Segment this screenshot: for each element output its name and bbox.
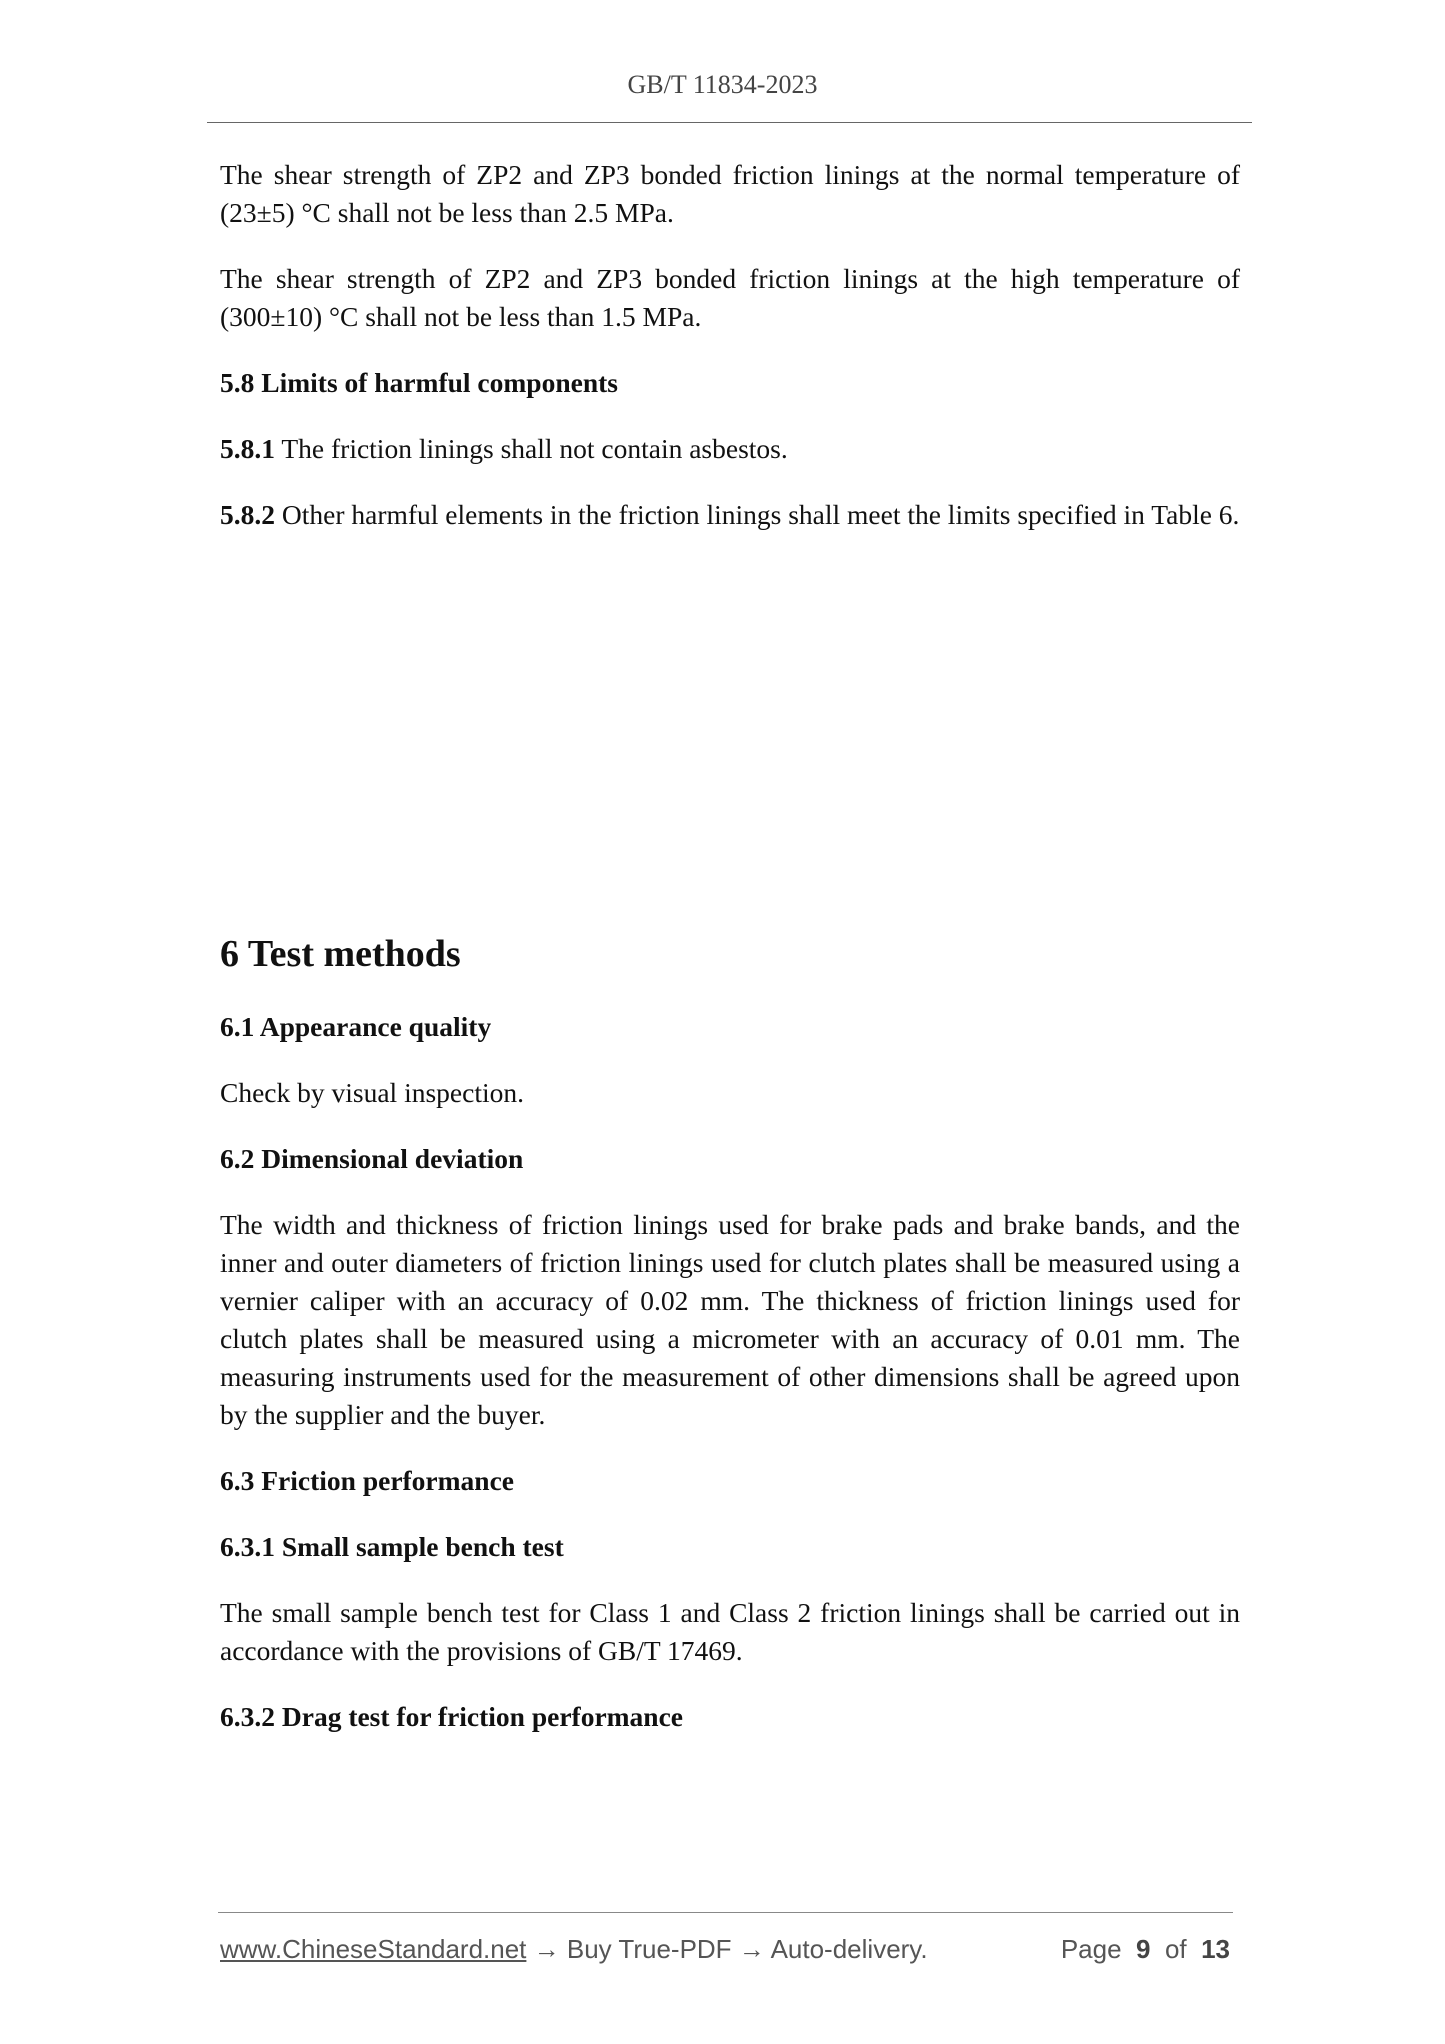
footer-website-link[interactable]: www.ChineseStandard.net — [220, 1934, 527, 1964]
blank-space — [220, 562, 1240, 930]
paragraph-6-3-1: The small sample bench test for Class 1 and Class 2 friction linings shall be carried out in accordance with the provisions of GB/T 17469. — [220, 1597, 1240, 1666]
header-rule — [207, 122, 1252, 123]
footer-rule — [218, 1912, 1233, 1913]
heading-6-2: 6.2 Dimensional deviation — [220, 1143, 524, 1174]
heading-6-3-1: 6.3.1 Small sample bench test — [220, 1531, 564, 1562]
clause-text: Other harmful elements in the friction linings shall meet the limits specified in Table 6. — [275, 499, 1240, 530]
heading-6-3: 6.3 Friction performance — [220, 1465, 515, 1496]
clause-number: 5.8.1 — [220, 433, 275, 464]
clause-5-8-1 — [220, 430, 1240, 468]
footer-tagline: → Buy True-PDF → Auto-delivery. — [526, 1934, 928, 1964]
clause-5-8-2 — [220, 496, 1240, 534]
paragraph-shear-high-temp: The shear strength of ZP2 and ZP3 bonded friction linings at the high temperature of (300±10) °C shall not be less than 1.5 MPa. — [220, 263, 1240, 332]
page-of-label: of — [1164, 1934, 1187, 1964]
page-total: 13 — [1201, 1934, 1230, 1964]
page-current: 9 — [1136, 1934, 1151, 1964]
page-label: Page — [1060, 1934, 1122, 1964]
paragraph-6-1: Check by visual inspection. — [220, 1077, 524, 1108]
heading-6-1: 6.1 Appearance quality — [220, 1011, 492, 1042]
clause-text: The friction linings shall not contain asbestos. — [275, 433, 788, 464]
clause-number: 5.8.2 — [220, 499, 275, 530]
paragraph-6-2: The width and thickness of friction linings used for brake pads and brake bands, and the inner and outer diameters of friction linings used for clutch plates shall be measured using a vernier caliper with an accuracy of 0.02 mm. The thickness of friction linings used for clutch plates shall be measured using a micrometer with an accuracy of 0.01 mm. The measuring instruments used for the measurement of other dimensions shall be agreed upon by the supplier and the buyer. — [220, 1209, 1240, 1430]
section-title-6: 6 Test methods — [220, 933, 461, 975]
page-footer — [220, 1932, 1230, 1966]
heading-6-3-2: 6.3.2 Drag test for friction performance — [220, 1701, 684, 1732]
paragraph-shear-normal-temp: The shear strength of ZP2 and ZP3 bonded friction linings at the normal temperature of (23±5) °C shall not be less than 2.5 MPa. — [220, 159, 1240, 228]
page-header-title: GB/T 11834-2023 — [627, 70, 818, 99]
document-body — [220, 156, 1240, 1764]
page-number-info — [1061, 1932, 1230, 1966]
heading-5-8: 5.8 Limits of harmful components — [220, 367, 618, 398]
